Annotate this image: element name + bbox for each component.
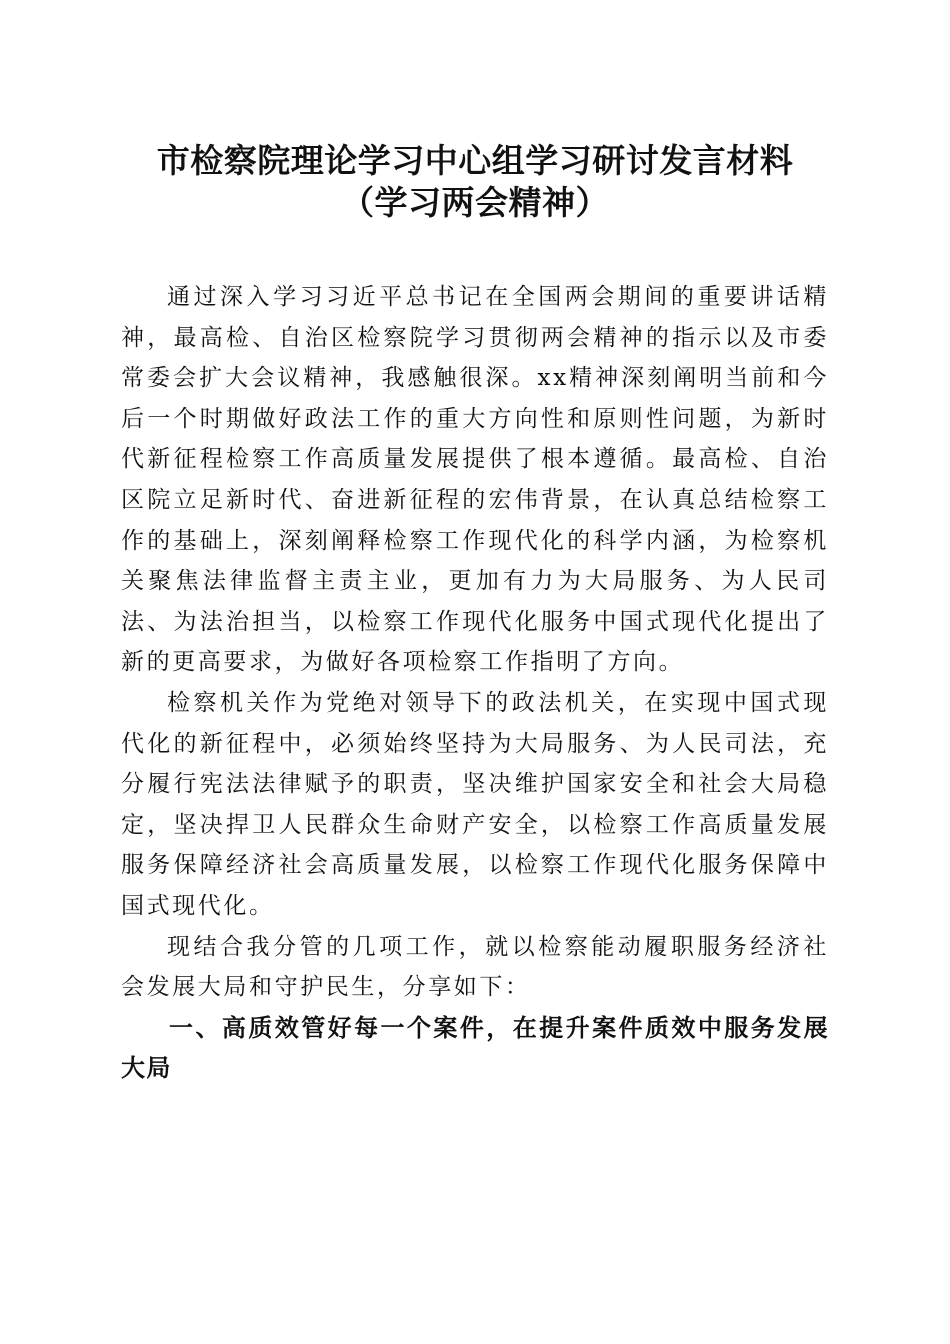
paragraph-intro: 通过深入学习习近平总书记在全国两会期间的重要讲话精神，最高检、自治区检察院学习贯彻两会精神的指示以及市委常委会扩大会议精神，我感触很深。xx精神深刻阐明当前和今后一个时期做好政法工作的重大方向性和原则性问题，为新时代新征程检察工作高质量发展提供了根本遵循。最高检、自治区院立足新时代、奋进新征程的宏伟背景，在认真总结检察工作的基础上，深刻阐释检察工作现代化的科学内涵，为检察机关聚焦法律监督主责主业，更加有力为大局服务、为人民司法、为法治担当，以检察工作现代化服务中国式现代化提出了新的更高要求，为做好各项检察工作指明了方向。 (121, 284, 829, 676)
title-line-main: 市检察院理论学习中心组学习研讨发言材料 (156, 141, 794, 180)
paragraph-role: 检察机关作为党绝对领导下的政法机关，在实现中国式现代化的新征程中，必须始终坚持为大局服务、为人民司法，充分履行宪法法律赋予的职责，坚决维护国家安全和社会大局稳定，坚决捍卫人民群众生命财产安全，以检察工作高质量发展服务保障经济社会高质量发展，以检察工作现代化服务保障中国式现代化。 (121, 689, 829, 919)
document-body (121, 277, 829, 1089)
document-title (0, 140, 950, 224)
paragraph-transition: 现结合我分管的几项工作，就以检察能动履职服务经济社会发展大局和守护民生，分享如下： (121, 933, 829, 1001)
title-line-subtitle: （学习两会精神） (341, 183, 609, 222)
section-heading-1: 一、高质效管好每一个案件，在提升案件质效中服务发展大局 (121, 1013, 829, 1083)
